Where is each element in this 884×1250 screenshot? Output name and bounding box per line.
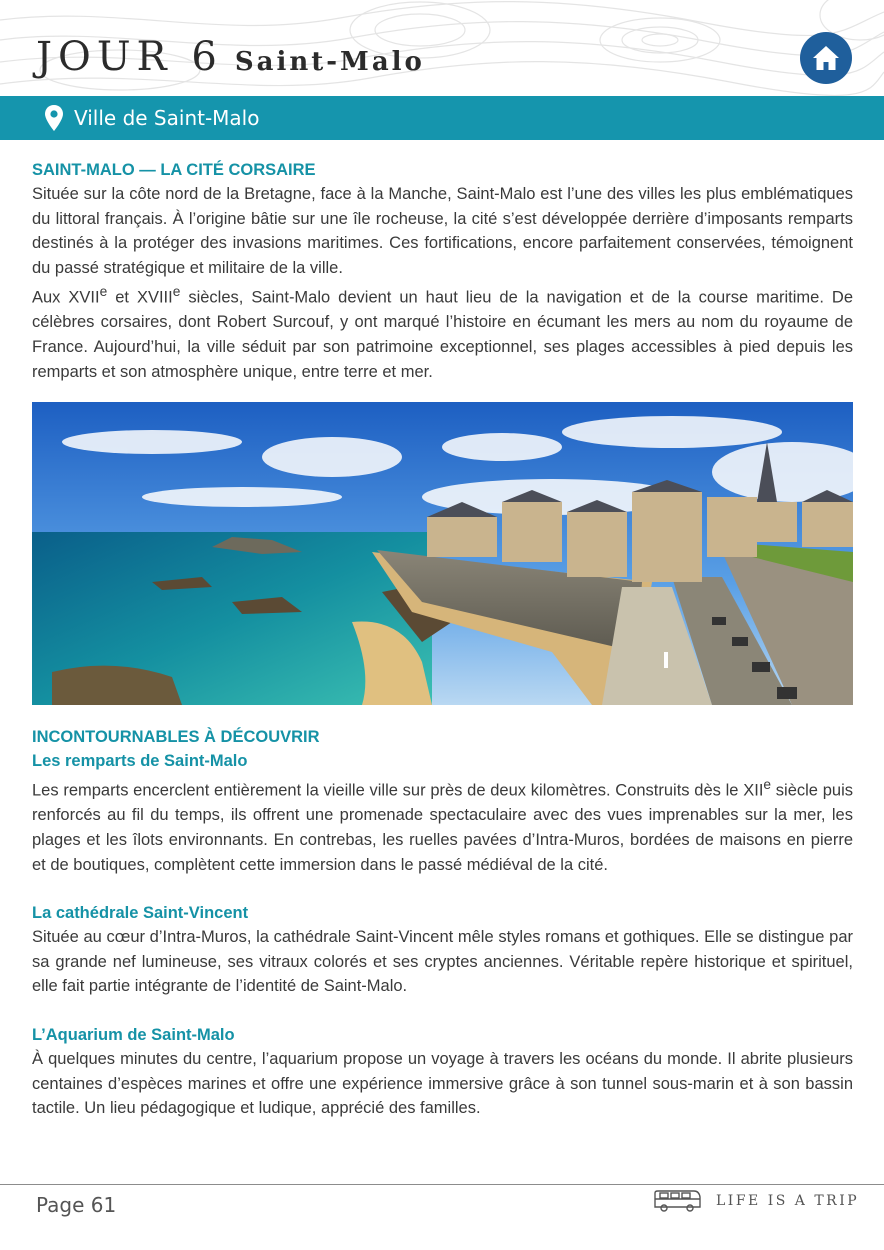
- aquarium-title: L’Aquarium de Saint-Malo: [32, 1025, 235, 1044]
- home-button[interactable]: [800, 32, 852, 84]
- page-header: [0, 0, 884, 96]
- main-content: [32, 158, 853, 1121]
- day-label: JOUR 6: [36, 34, 223, 80]
- city-label: Saint-Malo: [234, 47, 425, 77]
- location-label: Ville de Saint-Malo: [74, 106, 260, 130]
- remparts-title: Les remparts de Saint-Malo: [32, 752, 248, 771]
- intro-paragraph-1: Située sur la côte nord de la Bretagne, face à la Manche, Saint-Malo est l’une des villes les plus emblématiques du littoral français. À l’origine bâtie sur une île rocheuse, la cité s’est développée derrière d’imposants remparts destinés à la protéger des invasions maritimes. Ces fortifications, encore parfaitement conservées, témoignent du passé stratégique et militaire de la ville.: [32, 185, 853, 277]
- van-icon: [652, 1189, 702, 1213]
- footer-brand: [652, 1189, 859, 1213]
- cathedrale-title: La cathédrale Saint-Vincent: [32, 904, 249, 923]
- page-number: Page 61: [36, 1193, 117, 1217]
- footer-divider: [0, 1184, 884, 1185]
- location-band: [0, 96, 884, 140]
- must-see-heading: INCONTOURNABLES À DÉCOUVRIR: [32, 728, 320, 747]
- map-pin-icon: [44, 104, 64, 132]
- page-title: [36, 34, 425, 80]
- intro-heading: SAINT-MALO — LA CITÉ CORSAIRE: [32, 161, 316, 179]
- intro-paragraph-2: Aux XVIIe et XVIIIe siècles, Saint-Malo devient un haut lieu de la navigation et de la course maritime. De célèbres corsaires, dont Robert Surcouf, y ont marqué l’histoire en écumant les mers au nom du royaume de France. Aujourd’hui, la ville séduit par son patrimoine exceptionnel, ses plages accessibles à pied depuis les remparts et son atmosphère unique, entre terre et mer.: [32, 284, 853, 381]
- saint-malo-photo: [32, 402, 853, 705]
- cathedrale-text: Située au cœur d’Intra-Muros, la cathédrale Saint-Vincent mêle styles romans et gothiques. Elle se distingue par sa grande nef lumineuse, ses vitraux colorés et ses cryptes anciennes. Véritable repère historique et spirituel, elle fait partie intégrante de l’identité de Saint-Malo.: [32, 928, 853, 996]
- remparts-text: Les remparts encerclent entièrement la vieille ville sur près de deux kilomètres. Construits dès le XIIe siècle puis renforcés au fil du temps, ils offrent une promenade spectaculaire avec des vues imprenables sur la mer, les plages et les îlots environnants. En contrebas, les ruelles pavées d’Intra-Muros, bordées de maisons en pierre et de boutiques, complètent cette immersion dans le passé médiéval de la cité.: [32, 777, 853, 874]
- home-icon: [811, 44, 841, 72]
- brand-label: LIFE IS A TRIP: [716, 1193, 860, 1209]
- aquarium-text: À quelques minutes du centre, l’aquarium propose un voyage à travers les océans du monde. Il abrite plusieurs centaines d’espèces marines et offre une expérience immersive grâce à son tunnel sous-marin et à son bassin tactile. Un lieu pédagogique et ludique, apprécié des familles.: [32, 1049, 853, 1118]
